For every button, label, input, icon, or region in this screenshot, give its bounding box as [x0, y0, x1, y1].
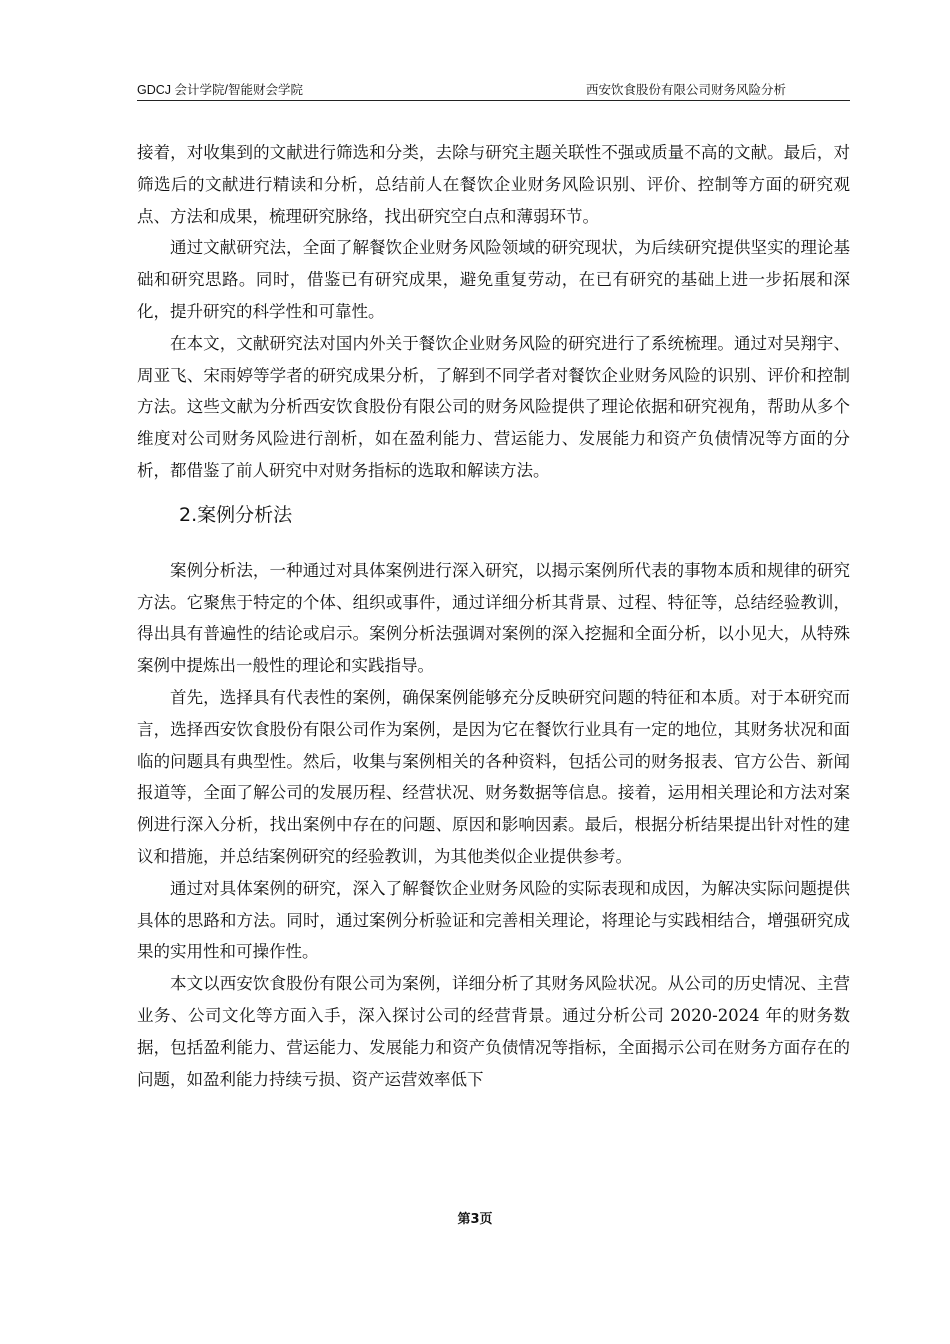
- body-paragraph: 通过文献研究法，全面了解餐饮企业财务风险领域的研究现状，为后续研究提供坚实的理论基础和研究思路。同时，借鉴已有研究成果，避免重复劳动，在已有研究的基础上进一步拓展和深化，提升研究的科学性和可靠性。: [137, 238, 850, 321]
- body-paragraph: 接着，对收集到的文献进行筛选和分类，去除与研究主题关联性不强或质量不高的文献。最后，对筛选后的文献进行精读和分析，总结前人在餐饮企业财务风险识别、评价、控制等方面的研究观点、方法和成果，梳理研究脉络，找出研究空白点和薄弱环节。: [137, 143, 850, 226]
- section-heading: 2.案例分析法: [179, 503, 293, 526]
- page-header: [137, 78, 850, 101]
- document-body: [137, 137, 850, 1095]
- header-left-text: GDCJ 会计学院/智能财会学院: [137, 83, 303, 97]
- page-number: 第3页: [457, 1212, 493, 1227]
- body-paragraph: 通过对具体案例的研究，深入了解餐饮企业财务风险的实际表现和成因，为解决实际问题提供具体的思路和方法。同时，通过案例分析验证和完善相关理论，将理论与实践相结合，增强研究成果的实用性和可操作性。: [137, 878, 850, 962]
- body-paragraph: 本文以西安饮食股份有限公司为案例，详细分析了其财务风险状况。从公司的历史情况、主营业务、公司文化等方面入手，深入探讨公司的经营背景。通过分析公司 2020-2024 年的财务数据，包括盈利能力、营运能力、发展能力和资产负债情况等指标，全面揭示公司在财务方面存在的问题，如盈利能力持续亏损、资产运营效率低下: [137, 974, 850, 1089]
- body-paragraph: 首先，选择具有代表性的案例，确保案例能够充分反映研究问题的特征和本质。对于本研究而言，选择西安饮食股份有限公司作为案例，是因为它在餐饮行业具有一定的地位，其财务状况和面临的问题具有典型性。然后，收集与案例相关的各种资料，包括公司的财务报表、官方公告、新闻报道等，全面了解公司的发展历程、经营状况、财务数据等信息。接着，运用相关理论和方法对案例进行深入分析，找出案例中存在的问题、原因和影响因素。最后，根据分析结果提出针对性的建议和措施，并总结案例研究的经验教训，为其他类似企业提供参考。: [137, 687, 850, 866]
- body-paragraph: 在本文，文献研究法对国内外关于餐饮企业财务风险的研究进行了系统梳理。通过对吴翔宇、周亚飞、宋雨婷等学者的研究成果分析，了解到不同学者对餐饮企业财务风险的识别、评价和控制方法。这些文献为分析西安饮食股份有限公司的财务风险提供了理论依据和研究视角，帮助从多个维度对公司财务风险进行剖析，如在盈利能力、营运能力、发展能力和资产负债情况等方面的分析，都借鉴了前人研究中对财务指标的选取和解读方法。: [137, 333, 850, 480]
- body-paragraph: 案例分析法，一种通过对具体案例进行深入研究，以揭示案例所代表的事物本质和规律的研究方法。它聚焦于特定的个体、组织或事件，通过详细分析其背景、过程、特征等，总结经验教训，得出具有普遍性的结论或启示。案例分析法强调对案例的深入挖掘和全面分析，以小见大，从特殊案例中提炼出一般性的理论和实践指导。: [137, 560, 850, 676]
- header-right-text: 西安饮食股份有限公司财务风险分析: [585, 83, 786, 97]
